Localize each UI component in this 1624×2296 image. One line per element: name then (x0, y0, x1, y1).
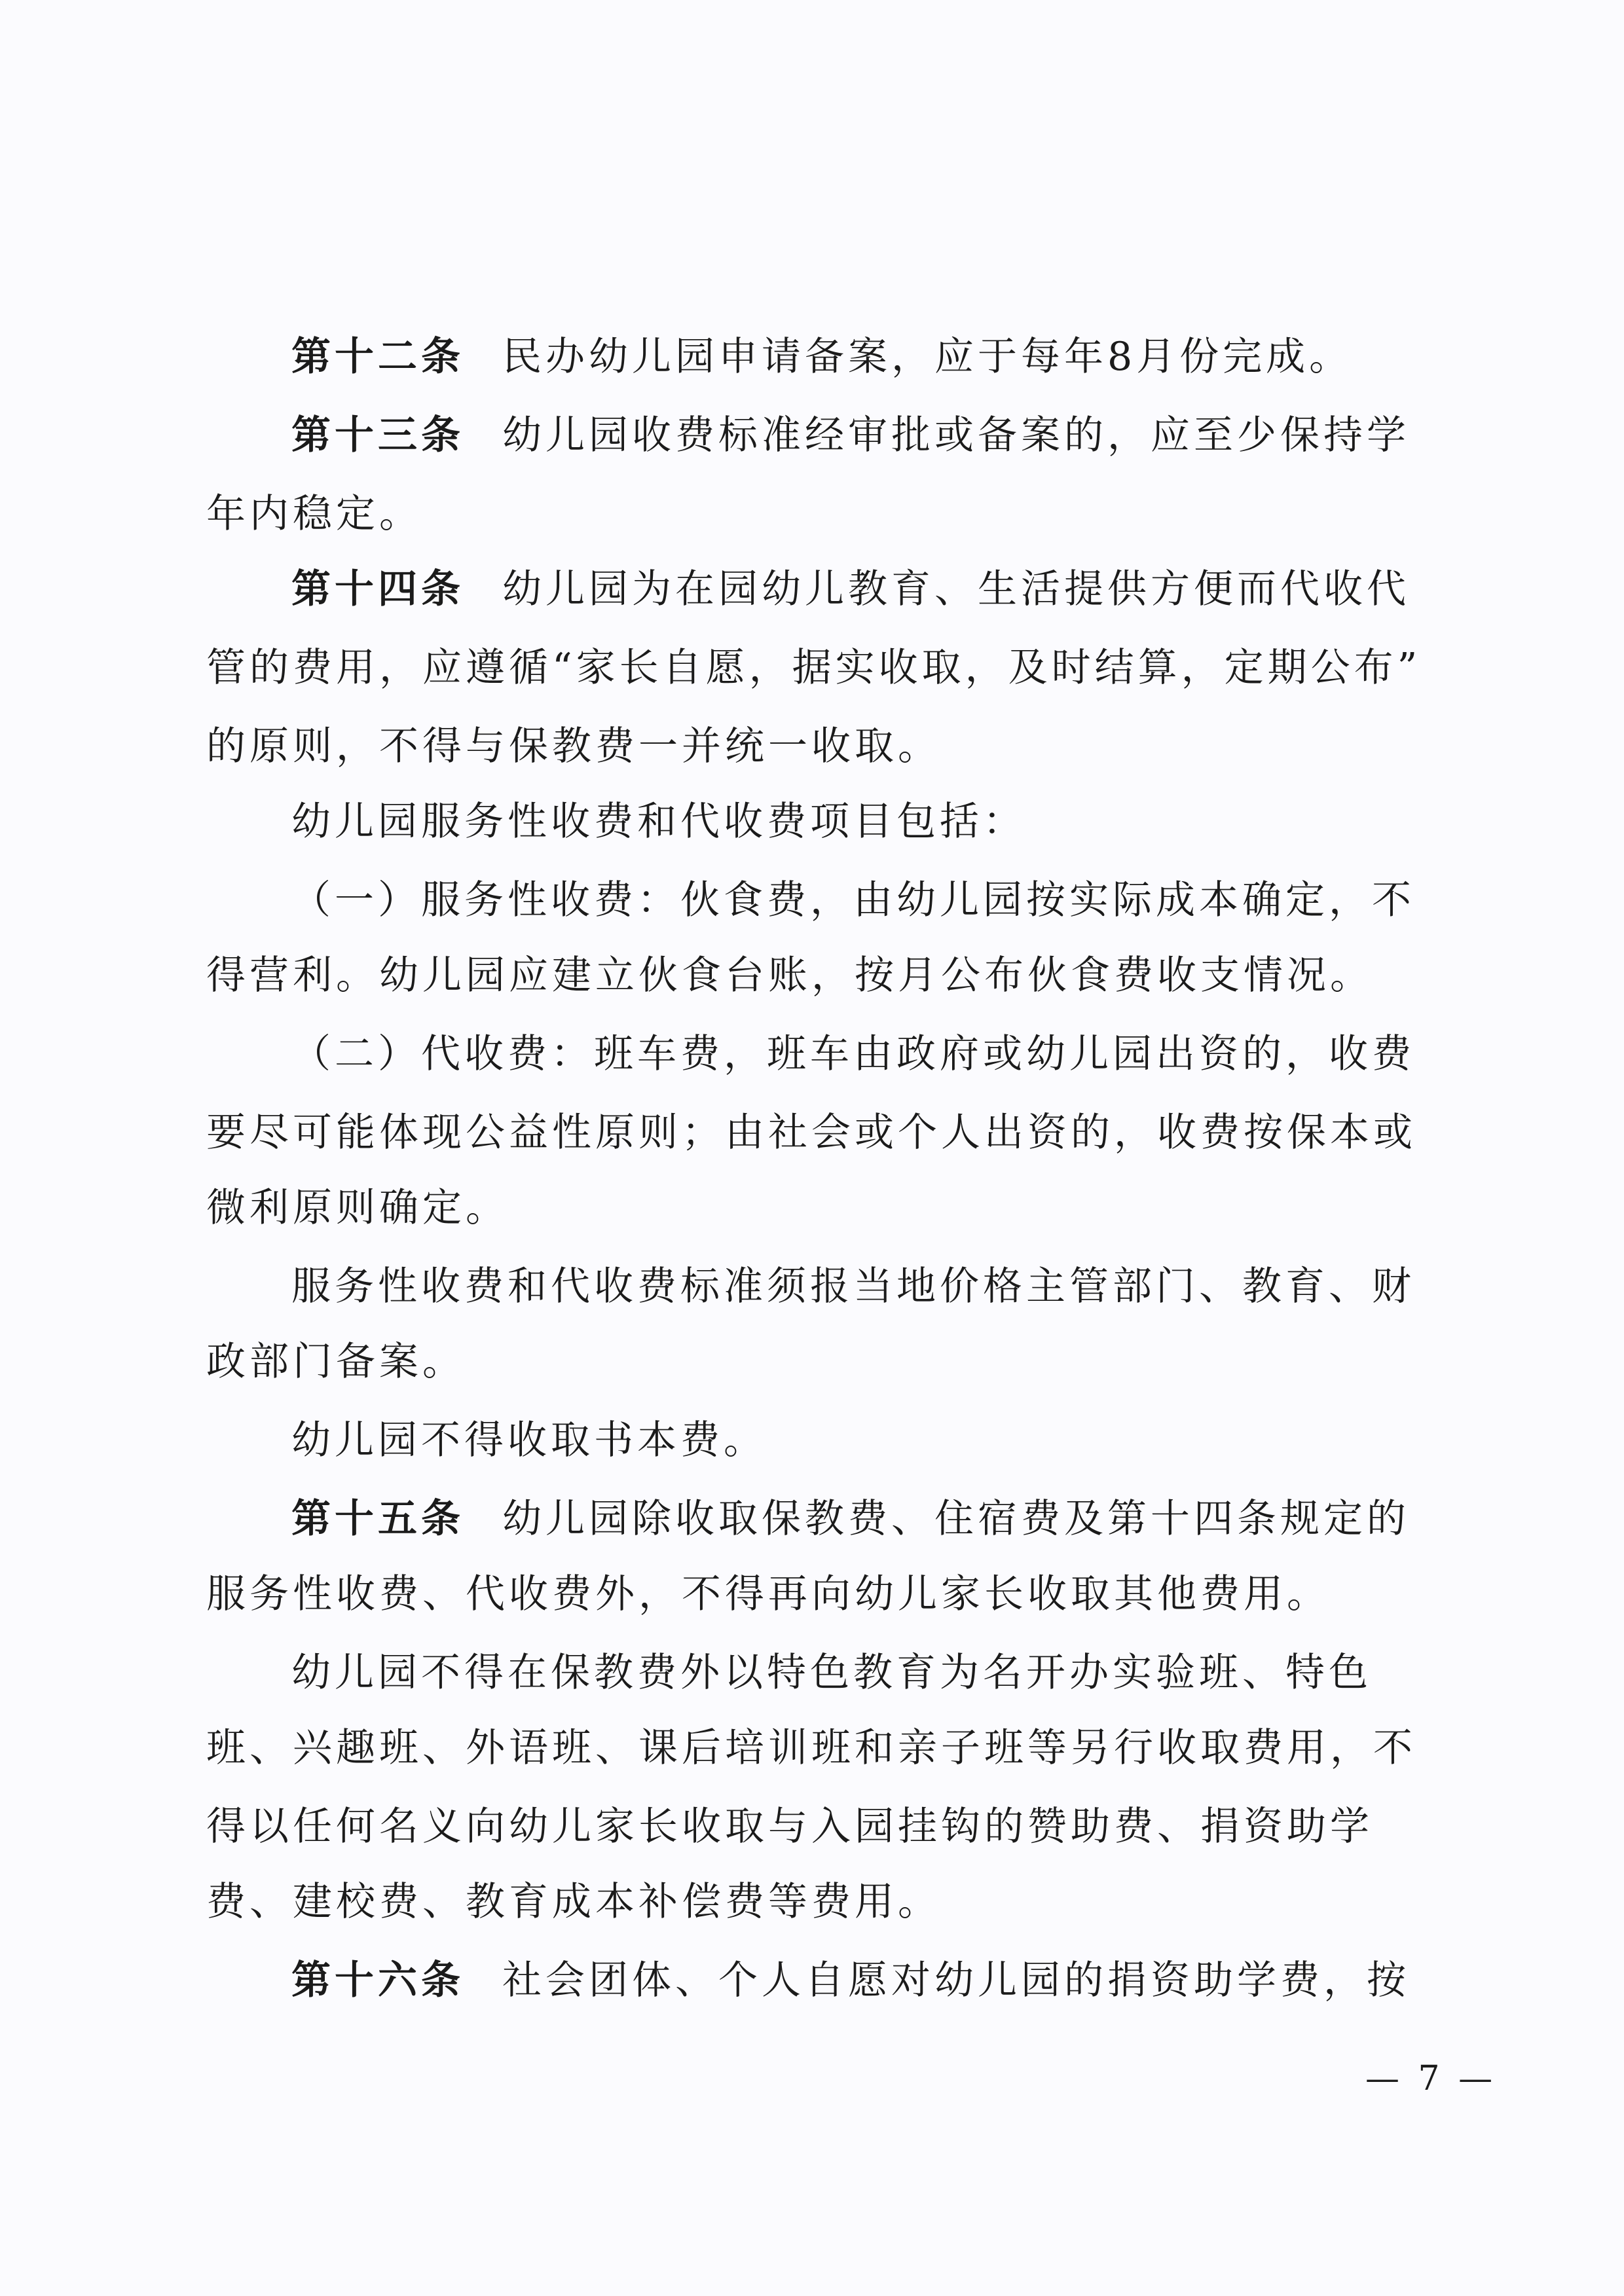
text-line-3 (206, 488, 422, 540)
line-text: 要尽可能体现公益性原则；由社会或个人出资的，收费按保本或 (206, 1110, 1416, 1156)
text-line-10 (291, 1028, 1415, 1080)
line-text: 班、兴趣班、外语班、课后培训班和亲子班等另行收取费用，不 (206, 1725, 1416, 1771)
text-line-11 (206, 1106, 1416, 1159)
text-line-2 (291, 409, 1410, 462)
line-text: 得营利。幼儿园应建立伙食台账，按月公布伙食费收支情况。 (206, 953, 1373, 998)
line-text: 费、建校费、教育成本补偿费等费用。 (206, 1879, 941, 1925)
line-text: 幼儿园不得在保教费外以特色教育为名开办实验班、特色 (291, 1650, 1372, 1696)
line-text: 政部门备案。 (206, 1339, 466, 1385)
line-text: 得以任何名义向幼儿家长收取与入园挂钩的赞助费、捐资助学 (206, 1804, 1373, 1850)
text-line-19 (206, 1722, 1416, 1774)
article-label: 第十三条 (291, 412, 464, 458)
line-text: 幼儿园不得收取书本费。 (291, 1417, 767, 1463)
text-line-5 (206, 642, 1421, 694)
line-text: 微利原则确定。 (206, 1185, 509, 1231)
line-text: 社会团体、个人自愿对幼儿园的捐资助学费，按 (502, 1958, 1410, 2003)
article-label: 第十四条 (291, 566, 464, 612)
text-line-8 (291, 874, 1415, 926)
text-line-9 (206, 949, 1373, 1002)
text-line-14 (206, 1336, 466, 1388)
page-number: — 7 — (1365, 2059, 1497, 2098)
text-line-13 (291, 1260, 1415, 1313)
text-line-18 (291, 1647, 1372, 1699)
text-line-16 (291, 1493, 1410, 1545)
line-text: （二）代收费：班车费，班车由政府或幼儿园出资的，收费 (291, 1031, 1415, 1077)
line-text: 服务性收费和代收费标准须报当地价格主管部门、教育、财 (291, 1264, 1415, 1309)
text-line-4 (291, 563, 1410, 615)
line-text: 幼儿园为在园幼儿教育、生活提供方便而代收代 (502, 566, 1410, 612)
line-text: 的原则，不得与保教费一并统一收取。 (206, 723, 941, 769)
text-line-20 (206, 1800, 1373, 1853)
line-text: 幼儿园服务性收费和代收费项目包括： (291, 799, 1026, 845)
text-line-15 (291, 1414, 767, 1467)
line-text: 幼儿园除收取保教费、住宿费及第十四条规定的 (502, 1496, 1410, 1542)
text-line-1 (291, 331, 1352, 383)
text-line-17 (206, 1568, 1330, 1620)
article-label: 第十五条 (291, 1496, 464, 1542)
line-text: 服务性收费、代收费外，不得再向幼儿家长收取其他费用。 (206, 1571, 1330, 1617)
text-line-6 (206, 720, 941, 773)
line-text: 民办幼儿园申请备案，应于每年8月份完成。 (502, 334, 1353, 380)
line-text: 管的费用，应遵循“家长自愿，据实收取，及时结算，定期公布” (206, 645, 1422, 691)
article-label: 第十二条 (291, 334, 464, 380)
line-text: （一）服务性收费：伙食费，由幼儿园按实际成本确定，不 (291, 877, 1415, 923)
article-label: 第十六条 (291, 1958, 464, 2003)
line-text: 年内稳定。 (206, 491, 422, 537)
text-line-21 (206, 1876, 941, 1928)
text-line-12 (206, 1182, 509, 1234)
line-text: 幼儿园收费标准经审批或备案的，应至少保持学 (502, 412, 1410, 458)
text-line-7 (291, 795, 1026, 848)
text-line-22 (291, 1954, 1410, 2007)
